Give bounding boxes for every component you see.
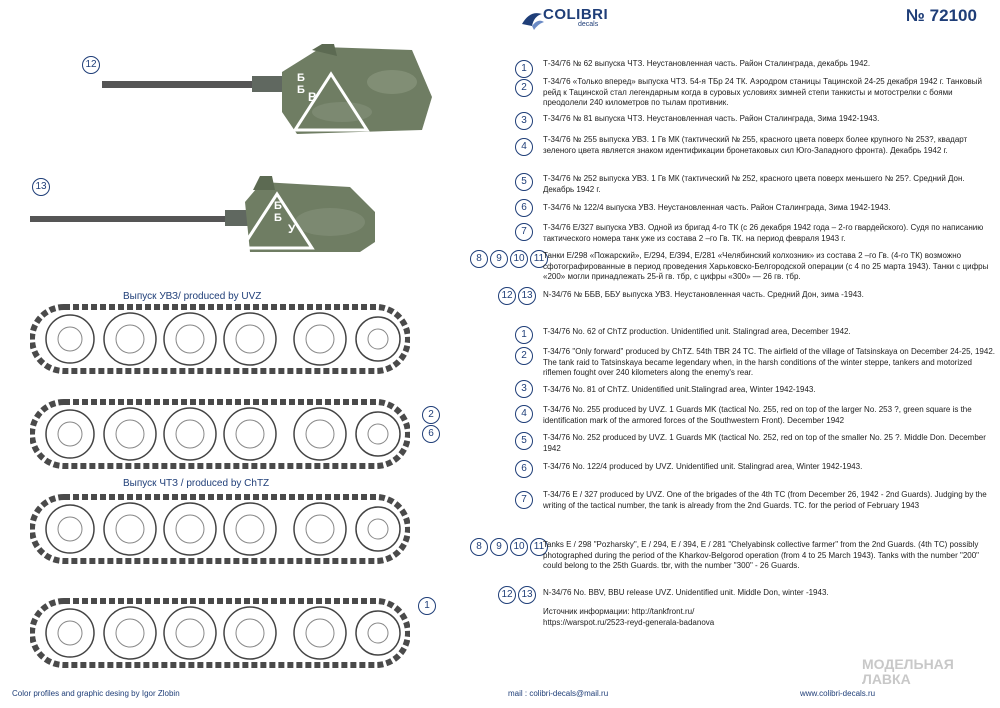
track-chtz-a <box>30 493 410 565</box>
sources-label: Источник информации: http://tankfront.ru/ <box>543 607 695 616</box>
entry-en-1: T-34/76 No. 62 of ChTZ production. Unidentified unit. Stalingrad area, December 1942. <box>543 327 851 336</box>
entry-number-badge: 2 <box>515 79 533 97</box>
section-label-uvz: Выпуск УВЗ/ produced by UVZ <box>123 291 262 302</box>
tank-turret-silhouette <box>102 42 462 152</box>
entry-ru-1: Т-34/76 № 62 выпуска ЧТЗ. Неустановленная часть. Район Сталинграда, декабрь 1942. <box>543 59 871 68</box>
entry-number-badge: 5 <box>515 173 533 191</box>
entry-en-3: T-34/76 No. 81 of ChTZ. Unidentified unit.Stalingrad area, Winter 1942-1943. <box>543 385 816 394</box>
entry-ru-3-badges <box>515 112 533 130</box>
watermark-line2: ЛАВКА <box>862 671 911 687</box>
entry-ru-5-badges <box>515 173 533 191</box>
entry-number-badge: 12 <box>498 586 516 604</box>
tank-marking-top: Б Б <box>297 72 305 96</box>
track-badge: 2 <box>422 406 440 424</box>
entry-number-badge: 4 <box>515 138 533 156</box>
tank-marking-bottom: В <box>308 90 317 104</box>
track-uvz-a <box>30 303 410 375</box>
entry-ru-9: N-34/76 № ББВ, ББУ выпуска УВЗ. Неустановленная часть. Средний Дон, зима -1943. <box>543 290 864 299</box>
entry-ru-8-badges <box>470 250 548 268</box>
footer-website[interactable]: www.colibri-decals.ru <box>800 689 876 698</box>
entry-en-4: T-34/76 No. 255 produced by UVZ. 1 Guards MK (tactical No. 255, red on top of the larger No. 253 ?, green square is the identification mark of the armored forces of the Southwestern Front). December 1942 <box>543 405 972 425</box>
footer-credit: Color profiles and graphic desing by Igor Zlobin <box>12 689 180 698</box>
track-chtz-b <box>30 597 410 669</box>
entry-en-6: T-34/76 No. 122/4 produced by UVZ. Unidentified unit. Stalingrad area, Winter 1942-1943. <box>543 462 863 471</box>
entry-ru-6: Т-34/76 № 122/4 выпуска УВЗ. Неустановленная часть. Район Сталинграда, Зима 1942-1943. <box>543 203 891 212</box>
entry-ru-8: Танки Е/298 «Пожарский», Е/294, Е/394, Е/281 «Челябинский колхозник» из состава 2 –го Гв. (4-го ТК) возможно сфотографированные в период проведения Харьковско-Белгородской операции (с 4 по 25 марта 1943). Танки с цифры «200» могли принадлежать 25-й гв. тбр, с цифры «300» — 26 гв. тбр. <box>543 251 989 281</box>
profile-badge: 13 <box>32 178 50 196</box>
entry-ru-4: Т-34/76 № 255 выпуска УВЗ. 1 Гв МК (тактический № 255, красного цвета поверх более крупного № 253?, квадарт зеленого цвета является знаком идентификации бронетаковых сил Юго-Западного фронта). Декабрь 1942 г. <box>543 135 968 155</box>
entry-en-2-badges <box>515 347 533 365</box>
entry-en-4-badges <box>515 405 533 423</box>
entry-ru-2-badges <box>515 79 533 97</box>
entry-ru-6-badges <box>515 199 533 217</box>
entry-en-5: T-34/76 No. 252 produced by UVZ. 1 Guards MK (tactical No. 252, red on top of the smaller No. 25 ?. Middle Don. December 1942 <box>543 433 986 453</box>
entry-number-badge: 13 <box>518 287 536 305</box>
entry-ru-2: Т-34/76 «Только вперед» выпуска ЧТЗ. 54-я ТБр 24 ТК. Аэродром станицы Тацинской 24-25 декабря 1942 г. Танковый рейд к Тацинской стал легендарным когда в суровых условиях зимней степи танкисты и мотострелки с боями преодолели 240 километров по тылам противник. <box>543 77 982 107</box>
entry-en-6-badges <box>515 460 533 478</box>
entry-number-badge: 11 <box>530 250 548 268</box>
entry-ru-4-badges <box>515 138 533 156</box>
entry-number-badge: 6 <box>515 460 533 478</box>
entry-ru-9-badges <box>498 287 536 305</box>
entry-number-badge: 9 <box>490 538 508 556</box>
entry-number-badge: 4 <box>515 405 533 423</box>
entry-en-3-badges <box>515 380 533 398</box>
entry-number-badge: 5 <box>515 432 533 450</box>
entry-number-badge: 12 <box>498 287 516 305</box>
entry-ru-7-badges <box>515 223 533 241</box>
entry-number-badge: 8 <box>470 538 488 556</box>
entry-number-badge: 2 <box>515 347 533 365</box>
track-badge: 6 <box>422 425 440 443</box>
catalog-number: № 72100 <box>906 6 977 25</box>
entry-en-8-badges <box>470 538 548 556</box>
entry-number-badge: 7 <box>515 491 533 509</box>
watermark-line1: МОДЕЛЬНАЯ <box>862 656 954 672</box>
entry-ru-7: Т-34/76 Е/327 выпуска УВЗ. Одной из бригад 4-го ТК (с 26 декабря 1942 года – 2-го гвардейского). Судя по написанию тактического номера танк уже из состава 2 –го Гв. ТК. на период февраля 1943 г. <box>543 223 984 243</box>
entry-en-9-badges <box>498 586 536 604</box>
watermark <box>862 657 954 687</box>
entry-ru-5: Т-34/76 № 252 выпуска УВЗ. 1 Гв МК (тактический № 252, красного цвета поверх меньшего № 25?. Средний Дон. Декабрь 1942 г. <box>543 174 965 194</box>
entry-en-8: Tanks E / 298 "Pozharsky", E / 294, E / 394, E / 281 "Chelyabinsk collective farmer" from the 2nd Guards. (4th TC) possibly photographed during the period of the Kharkov-Belgorod operation (from 4 to 25 March 1943). Tanks with the number "200" could belong to the 25th Guards. tbr, with the number "300" - 26 Guards. <box>543 540 980 570</box>
entry-number-badge: 1 <box>515 326 533 344</box>
entry-en-7: T-34/76 E / 327 produced by UVZ. One of the brigades of the 4th TC (from December 26, 1942 - 2nd Guards). Judging by the writing of the tactical number, the tank is already from the 2nd Guards. TC. for the period of February 1943 <box>543 490 987 510</box>
entry-ru-3: Т-34/76 № 81 выпуска ЧТЗ. Неустановленная часть. Район Сталинграда, Зима 1942-1943. <box>543 114 880 123</box>
tank-marking-top: Б Б <box>274 200 282 224</box>
entry-en-1-badges <box>515 326 533 344</box>
entry-number-badge: 11 <box>530 538 548 556</box>
entry-number-badge: 13 <box>518 586 536 604</box>
track-uvz-b <box>30 398 410 470</box>
entry-number-badge: 9 <box>490 250 508 268</box>
entry-number-badge: 1 <box>515 60 533 78</box>
entry-en-2: T-34/76 "Only forward" produced by ChTZ. 54th TBR 24 TC. The airfield of the village of Tatsinskaya on December 24-25, 1942. The tank raid to Tatsinskaya became legendary when, in the harsh conditions of the winter steppe, tankers and motorized riflemen fought over 240 kilometers along the enemy's rear. <box>543 347 995 377</box>
entry-number-badge: 3 <box>515 112 533 130</box>
entry-en-9: N-34/76 No. BBV, BBU release UVZ. Unidentified unit. Middle Don, winter -1943. <box>543 588 829 597</box>
tank-turret-silhouette <box>30 172 400 262</box>
footer-mail[interactable]: mail : colibri-decals@mail.ru <box>508 689 609 698</box>
entry-number-badge: 3 <box>515 380 533 398</box>
entry-ru-1-badges <box>515 60 533 78</box>
entry-number-badge: 10 <box>510 538 528 556</box>
entry-en-7-badges <box>515 491 533 509</box>
brand-name: COLIBRI <box>543 6 609 23</box>
entry-number-badge: 7 <box>515 223 533 241</box>
tank-marking-bottom: У <box>288 222 296 236</box>
sources-link[interactable]: https://warspot.ru/2523-reyd-generala-badanova <box>543 618 715 627</box>
brand-subtitle: decals <box>578 21 599 28</box>
entry-en-5-badges <box>515 432 533 450</box>
entry-number-badge: 8 <box>470 250 488 268</box>
profile-badge: 12 <box>82 56 100 74</box>
track-badge: 1 <box>418 597 436 615</box>
entry-number-badge: 10 <box>510 250 528 268</box>
entry-number-badge: 6 <box>515 199 533 217</box>
section-label-chtz: Выпуск ЧТЗ / produced by ChTZ <box>123 478 270 489</box>
